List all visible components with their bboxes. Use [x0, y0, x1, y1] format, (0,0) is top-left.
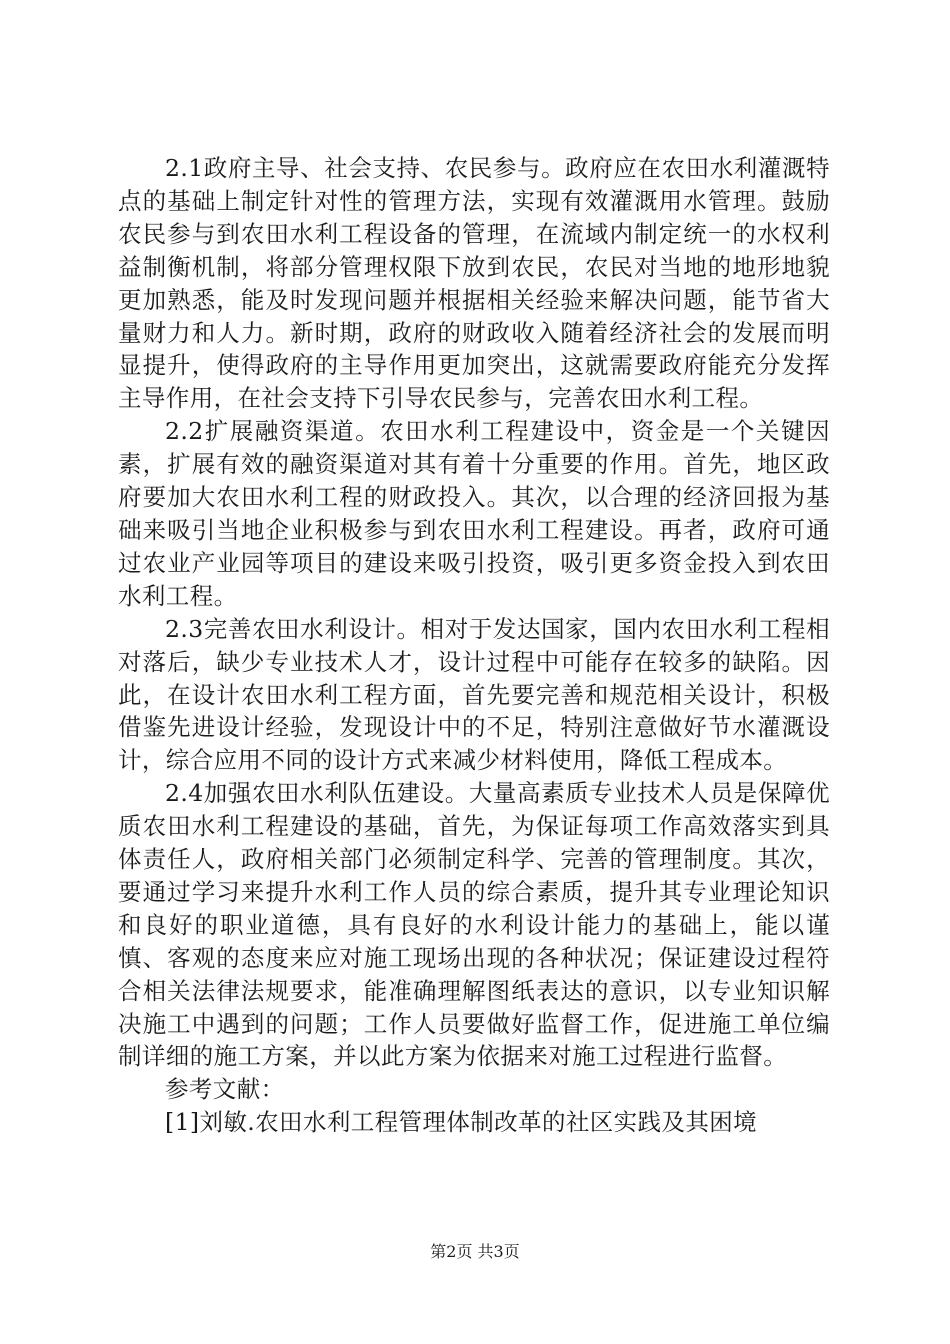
paragraph-2-3: 2.3完善农田水利设计。相对于发达国家，国内农田水利工程相对落后，缺少专业技术人才，设计过程中可能存在较多的缺陷。因此，在设计农田水利工程方面，首先要完善和规范相关设计，积极借鉴先进设计经验，发现设计中的不足，特别注意做好节水灌溉设计，综合应用不同的设计方式来减少材料使用，降低工程成本。 — [118, 614, 830, 775]
reference-item-1: [1]刘敏.农田水利工程管理体制改革的社区实践及其困境 — [165, 1108, 758, 1137]
document-body — [118, 152, 830, 1139]
paragraph-2-1: 2.1政府主导、社会支持、农民参与。政府应在农田水利灌溉特点的基础上制定针对性的管理方法，实现有效灌溉用水管理。鼓励农民参与到农田水利工程设备的管理，在流域内制定统一的水权利益制衡机制，将部分管理权限下放到农民，农民对当地的地形地貌更加熟悉，能及时发现问题并根据相关经验来解决问题，能节省大量财力和人力。新时期，政府的财政收入随着经济社会的发展而明显提升，使得政府的主导作用更加突出，这就需要政府能充分发挥主导作用，在社会支持下引导农民参与，完善农田水利工程。 — [118, 154, 830, 413]
page-footer — [0, 1242, 950, 1262]
page-number-label: 第2页 共3页 — [430, 1242, 520, 1261]
paragraph-2-2: 2.2扩展融资渠道。农田水利工程建设中，资金是一个关键因素，扩展有效的融资渠道对其有着十分重要的作用。首先，地区政府要加大农田水利工程的财政投入。其次，以合理的经济回报为基础来吸引当地企业积极参与到农田水利工程建设。再者，政府可通过农业产业园等项目的建设来吸引投资，吸引更多资金投入到农田水利工程。 — [118, 417, 830, 610]
references-heading: 参考文献： — [165, 1075, 285, 1104]
paragraph-2-4: 2.4加强农田水利队伍建设。大量高素质专业技术人员是保障优质农田水利工程建设的基础，首先，为保证每项工作高效落实到具体责任人，政府相关部门必须制定科学、完善的管理制度。其次，要通过学习来提升水利工作人员的综合素质，提升其专业理论知识和良好的职业道德，具有良好的水利设计能力的基础上，能以谨慎、客观的态度来应对施工现场出现的各种状况；保证建设过程符合相关法律法规要求，能准确理解图纸表达的意识，以专业知识解决施工中遇到的问题；工作人员要做好监督工作，促进施工单位编制详细的施工方案，并以此方案为依据来对施工过程进行监督。 — [118, 779, 830, 1071]
